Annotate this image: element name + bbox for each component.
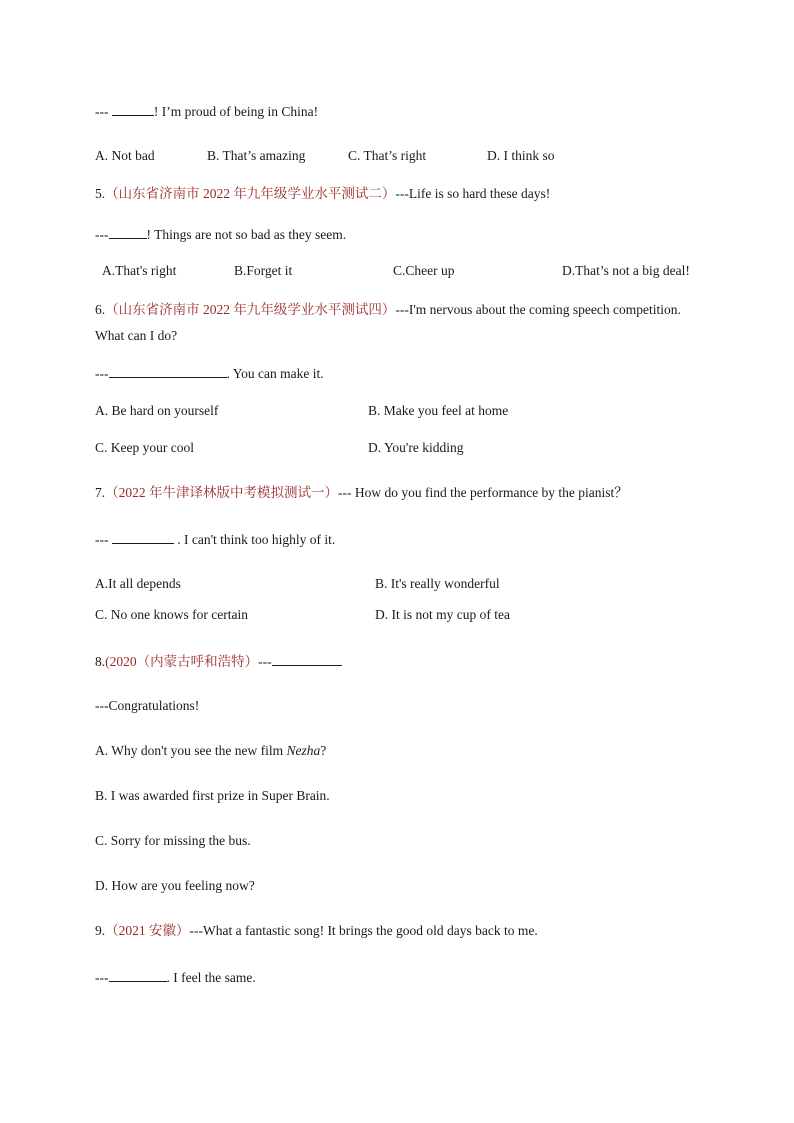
q7-option-d: D. It is not my cup of tea bbox=[375, 607, 510, 622]
q8-source: (2020（内蒙古呼和浩特） bbox=[105, 654, 259, 669]
q5-option-d: D.That’s not a big deal! bbox=[562, 263, 690, 278]
q8-option-a: A. Why don't you see the new film Nezha? bbox=[95, 743, 327, 758]
q5-answer-blank[interactable] bbox=[109, 226, 147, 239]
q8-option-b: B. I was awarded first prize in Super Brain. bbox=[95, 788, 330, 803]
q4-option-b: B. That’s amazing bbox=[207, 148, 306, 163]
film-title: Nezha bbox=[286, 743, 321, 758]
q6-question: 6.（山东省济南市 2022 年九年级学业水平测试四）---I'm nervous about the coming speech competition. bbox=[95, 302, 681, 317]
q8-reply: ---Congratulations! bbox=[95, 698, 200, 713]
q6-response: --- . You can make it. bbox=[95, 366, 324, 381]
q7-option-c: C. No one knows for certain bbox=[95, 607, 248, 622]
q6-answer-blank[interactable] bbox=[109, 365, 227, 378]
q8-answer-blank[interactable] bbox=[272, 653, 342, 666]
q9-question: 9.（2021 安徽）---What a fantastic song! It brings the good old days back to me. bbox=[95, 923, 538, 938]
q8-option-d: D. How are you feeling now? bbox=[95, 878, 255, 893]
q5-option-b: B.Forget it bbox=[234, 263, 293, 278]
q4-option-d: D. I think so bbox=[487, 148, 555, 163]
q7-option-a: A.It all depends bbox=[95, 576, 181, 591]
q8-option-c: C. Sorry for missing the bus. bbox=[95, 833, 251, 848]
q5-source: （山东省济南市 2022 年九年级学业水平测试二） bbox=[105, 186, 396, 201]
q4-response: --- ! I’m proud of being in China! bbox=[95, 104, 319, 119]
q4-option-a: A. Not bad bbox=[95, 148, 155, 163]
q5-response: --- ! Things are not so bad as they seem. bbox=[95, 227, 347, 242]
q9-answer-blank[interactable] bbox=[109, 969, 167, 982]
q7-source: （2022 年牛津译林版中考模拟测试一） bbox=[105, 485, 338, 500]
q7-option-b: B. It's really wonderful bbox=[375, 576, 500, 591]
q6-option-b: B. Make you feel at home bbox=[368, 403, 509, 418]
q6-source: （山东省济南市 2022 年九年级学业水平测试四） bbox=[105, 302, 396, 317]
q8-question: 8.(2020（内蒙古呼和浩特）--- bbox=[95, 653, 342, 670]
q9-response: --- . I feel the same. bbox=[95, 970, 256, 985]
q6-option-d: D. You're kidding bbox=[368, 440, 464, 455]
q5-option-a: A.That's right bbox=[102, 263, 177, 278]
q7-answer-blank[interactable] bbox=[112, 531, 174, 544]
q7-response: --- . I can't think too highly of it. bbox=[95, 532, 336, 547]
q6-question-cont: What can I do? bbox=[95, 328, 178, 343]
q5-question: 5.（山东省济南市 2022 年九年级学业水平测试二）---Life is so hard these days! bbox=[95, 186, 551, 201]
q6-option-a: A. Be hard on yourself bbox=[95, 403, 219, 418]
q4-answer-blank[interactable] bbox=[112, 103, 154, 116]
q5-option-c: C.Cheer up bbox=[393, 263, 455, 278]
q4-option-c: C. That’s right bbox=[348, 148, 427, 163]
q7-question: 7.（2022 年牛津译林版中考模拟测试一）--- How do you find the performance by the pianist？ bbox=[95, 485, 628, 500]
q9-source: （2021 安徽） bbox=[105, 923, 190, 938]
q6-option-c: C. Keep your cool bbox=[95, 440, 194, 455]
